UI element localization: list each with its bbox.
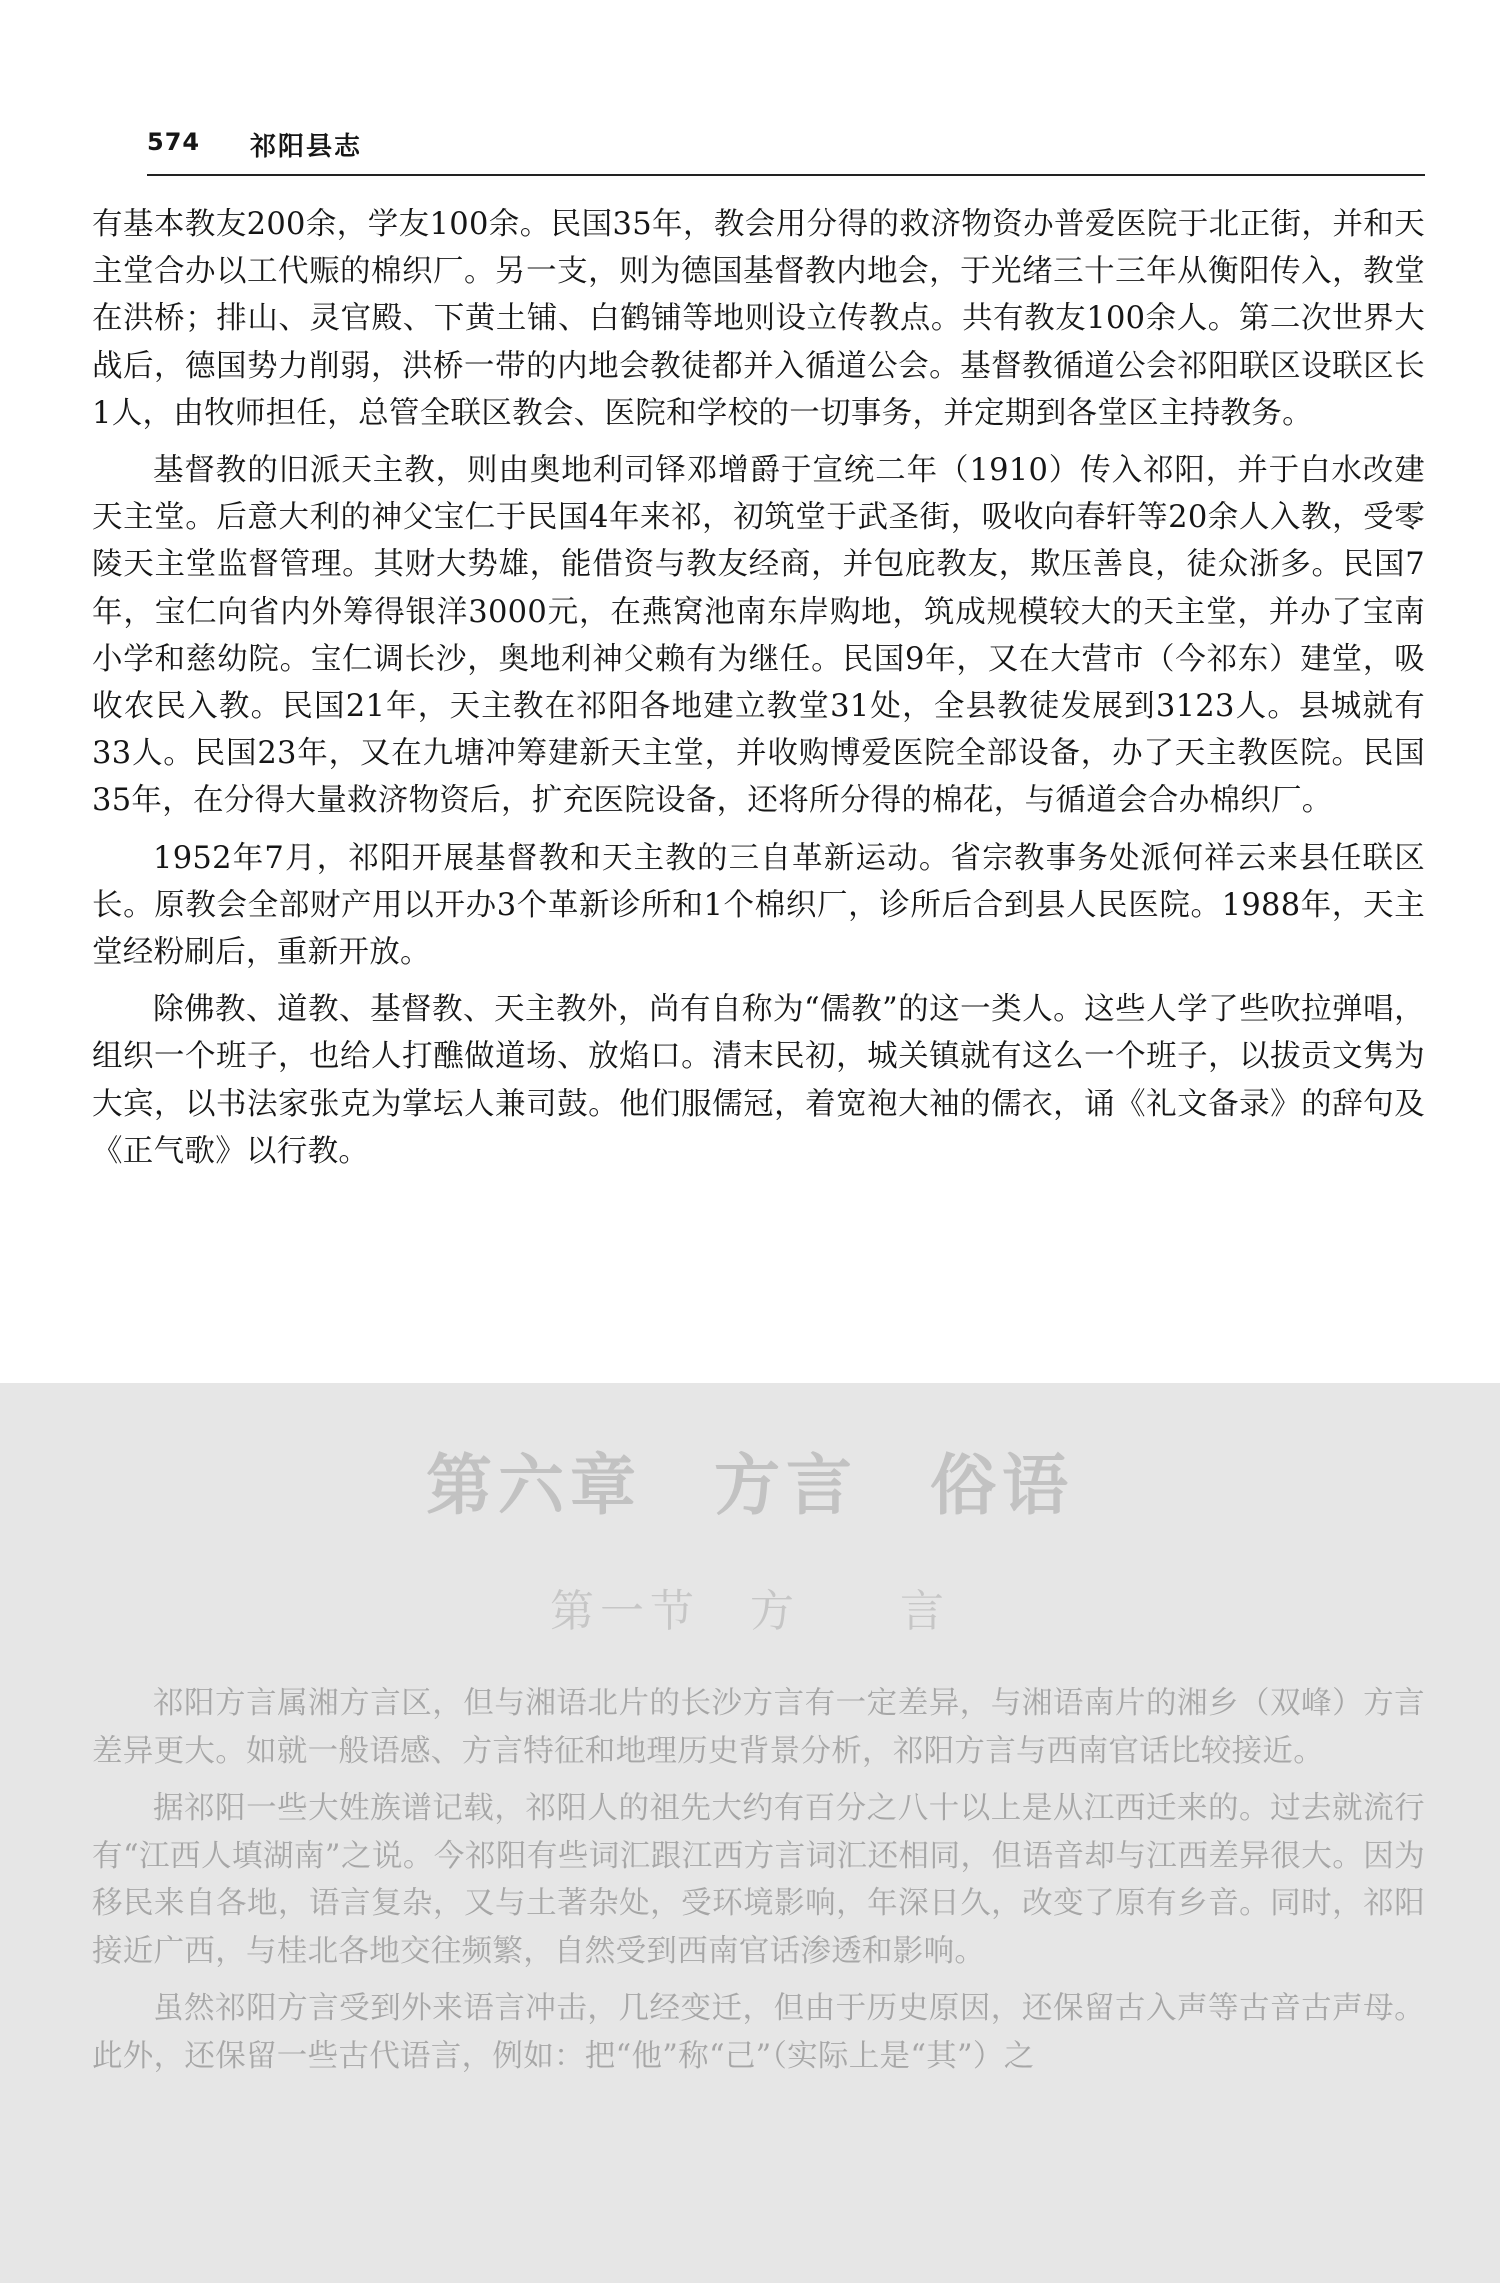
book-title: 祁阳县志: [250, 132, 363, 162]
paragraph-3: 1952年7月，祁阳开展基督教和天主教的三自革新运动。省宗教事务处派何祥云来县任联区长。原教会全部财产用以开办3个革新诊所和1个棉织厂，诊所后合到县人民医院。1988年，天主堂经粉刷后，重新开放。: [92, 840, 1425, 971]
paragraph-2: 基督教的旧派天主教，则由奥地利司铎邓增爵于宣统二年（1910）传入祁阳，并于白水改建天主堂。后意大利的神父宝仁于民国4年来祁，初筑堂于武圣街，吸收向春轩等20余人入教，受零陵天主堂监督管理。其财大势雄，能借资与教友经商，并包庇教友，欺压善良，徒众浙多。民国7年，宝仁向省内外筹得银洋3000元，在燕窝池南东岸购地，筑成规模较大的天主堂，并办了宝南小学和慈幼院。宝仁调长沙，奥地利神父赖有为继任。民国9年，又在大营市（今祁东）建堂，吸收农民入教。民国21年，天主教在祁阳各地建立教堂31处，全县教徒发展到3123人。县城就有33人。民国23年，又在九塘冲筹建新天主堂，并收购博爱医院全部设备，办了天主教医院。民国35年，在分得大量救济物资后，扩充医院设备，还将所分得的棉花，与循道会合办棉织厂。: [92, 453, 1425, 819]
page-number: 574: [147, 128, 201, 156]
chapter-text: [92, 1680, 1425, 2090]
section-title: 第一节 方 言: [550, 1586, 950, 1637]
chapter-paragraph-3: 虽然祁阳方言受到外来语言冲击，几经变迁，但由于历史原因，还保留古入声等古音古声母。此外，还保留一些古代语言，例如：把“他”称“己”（实际上是“其”）之: [92, 1991, 1425, 2074]
chapter-paragraph-2: 据祁阳一些大姓族谱记载，祁阳人的祖先大约有百分之八十以上是从江西迁来的。过去就流行有“江西人填湖南”之说。今祁阳有些词汇跟江西方言词汇还相同，但语音却与江西差异很大。因为移民来自各地，语言复杂，又与土著杂处，受环境影响，年深日久，改变了原有乡音。同时，祁阳接近广西，与桂北各地交往频繁，自然受到西南官话渗透和影响。: [92, 1791, 1425, 1969]
paragraph-4: 除佛教、道教、基督教、天主教外，尚有自称为“儒教”的这一类人。这些人学了些吹拉弹唱，组织一个班子，也给人打醮做道场、放焰口。清末民初，城关镇就有这么一个班子，以拔贡文隽为大宾，以书法家张克为掌坛人兼司鼓。他们服儒冠，着宽袍大袖的儒衣，诵《礼文备录》的辞句及《正气歌》以行教。: [92, 992, 1425, 1169]
page-header: [147, 122, 1425, 176]
paragraph-1: 有基本教友200余，学友100余。民国35年，教会用分得的救济物资办普爱医院于北正街，并和天主堂合办以工代赈的棉织厂。另一支，则为德国基督教内地会，于光绪三十三年从衡阳传入，教堂在洪桥；排山、灵官殿、下黄土铺、白鹤铺等地则设立传教点。共有教友100余人。第二次世界大战后，德国势力削弱，洪桥一带的内地会教徒都并入循道公会。基督教循道公会祁阳联区设联区长1人，由牧师担任，总管全联区教会、医院和学校的一切事务，并定期到各堂区主持教务。: [92, 207, 1425, 431]
chapter-title: 第六章 方言 俗语: [426, 1446, 1074, 1524]
body-text: [92, 201, 1425, 1185]
chapter-paragraph-1: 祁阳方言属湘方言区，但与湘语北片的长沙方言有一定差异，与湘语南片的湘乡（双峰）方言差异更大。如就一般语感、方言特征和地理历史背景分析，祁阳方言与西南官话比较接近。: [92, 1686, 1425, 1769]
chapter-section: [0, 1383, 1500, 2283]
